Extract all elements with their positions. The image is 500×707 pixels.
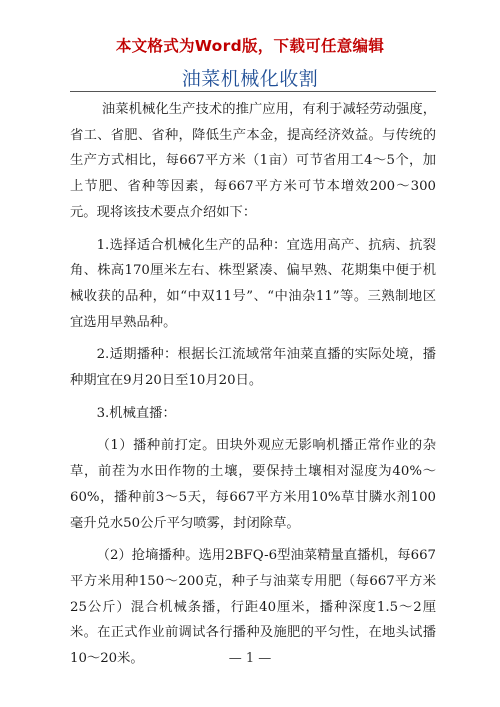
subsection-pre-sowing-prep: （1）播种前打定。田块外观应无影响机播正常作业的杂草，前茬为水田作物的土壤，要保持土壤相对湿度为40%～60%，播种前3～5天，每667平方米用10%草甘膦水剂100毫升兑水50公斤平匀喷雾，封闭除草。 [70, 438, 436, 531]
word-format-banner: 本文格式为Word版，下载可任意编辑 [115, 37, 385, 55]
document-title: 油菜机械化收割 [181, 68, 319, 90]
subsection-moisture-sowing: （2）抢墒播种。选用2BFQ-6型油菜精量直播机，每667平方米用种150～200克，种子与油菜专用肥（每667平方米25公斤）混合机械条播，行距40厘米，播种深度1.5～2厘米。在正式作业前调试各行播种及施肥的平匀性，在地头试播10～20米。 [70, 548, 436, 667]
section-mechanical-sowing-heading: 3.机械直播： [96, 405, 176, 421]
intro-paragraph: 油菜机械化生产技术的推广应用，有利于减轻劳动强度，省工、省肥、省种，降低生产本金，提高经济效益。与传统的生产方式相比，每667平方米（1亩）可节省用工4～5个，加上节肥、省种等因素，每667平方米可节本增效200～300元。现将该技术要点介绍如下： [70, 102, 436, 220]
title-divider [70, 91, 436, 92]
section-sowing-timing: 2.适期播种：根据长江流域常年油菜直播的实际处境，播种期宜在9月20日至10月20日。 [70, 347, 436, 389]
page-number: — 1 — [228, 651, 272, 666]
document-body [70, 97, 436, 672]
section-variety-selection: 1.选择适合机械化生产的品种：宜选用高产、抗病、抗裂角、株高170厘米左右、株型紧凑、偏早熟、花期集中便于机械收获的品种，如“中双11号”、“中油杂11”等。三熟制地区宜选用早熟品种。 [70, 237, 436, 330]
